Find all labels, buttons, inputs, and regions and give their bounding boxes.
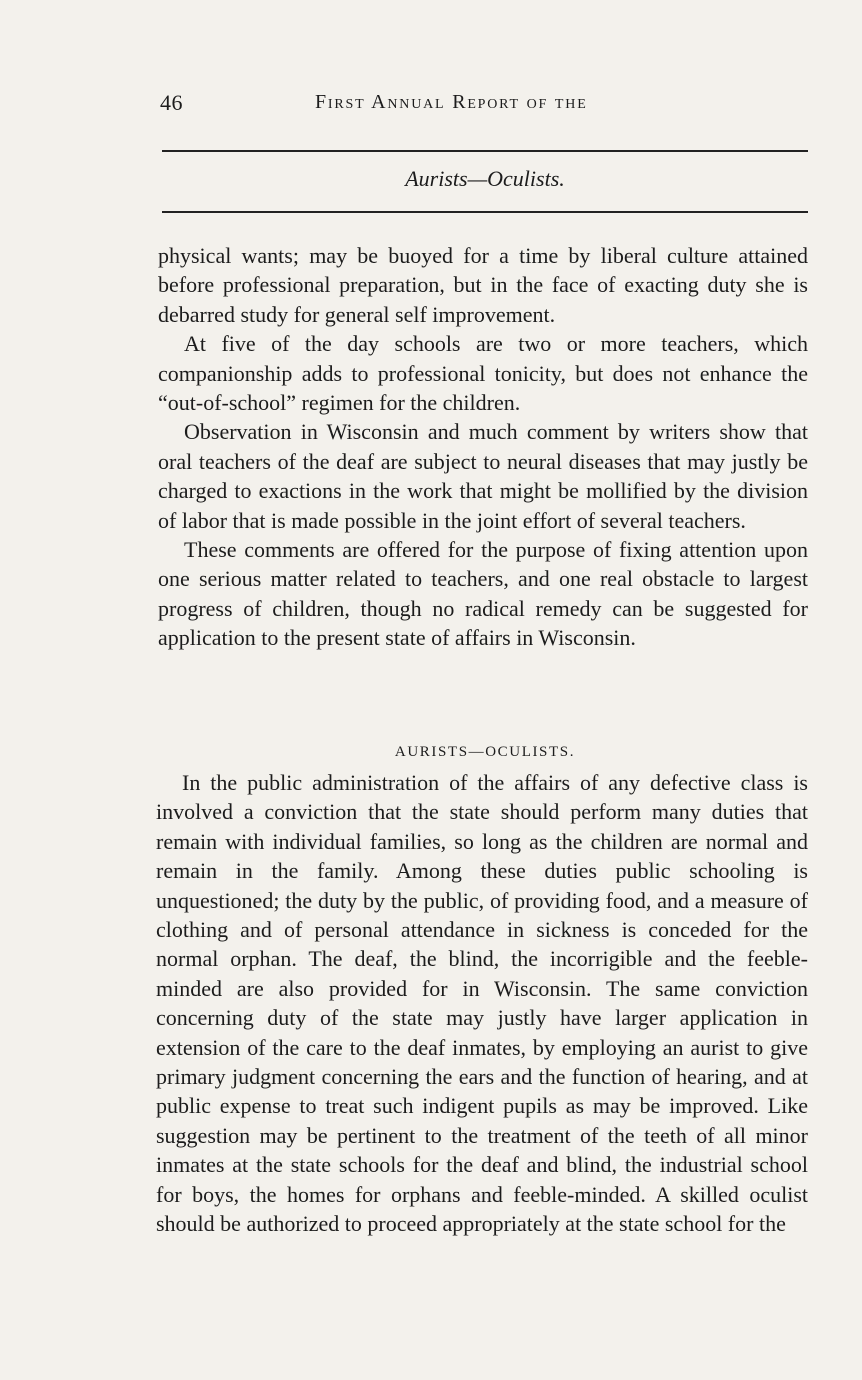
header-rule-top	[162, 150, 808, 152]
paragraph: Observation in Wisconsin and much comment by writers show that oral teachers of the deaf are subject to neural diseases that may justly be charged to exactions in the work that might be mollified by the division of labor that is made possible in the joint effort of several teachers.	[158, 419, 808, 533]
section-body-text	[156, 768, 808, 1239]
running-title: First Annual Report of the	[315, 91, 588, 113]
paragraph: These comments are offered for the purpose of fixing attention upon one serious matter related to teachers, and one real obstacle to largest progress of children, though no radical remedy can be suggested for application to the present state of affairs in Wisconsin.	[158, 537, 808, 651]
paragraph: physical wants; may be buoyed for a time by liberal culture attained before professional preparation, but in the face of exacting duty she is debarred study for general self improvement.	[158, 243, 808, 327]
running-head	[160, 90, 810, 122]
paragraph: In the public administration of the affairs of any defective class is involved a conviction that the state should perform many duties that remain with individual families, so long as the children are normal and remain in the family. Among these duties public schooling is unquestioned; the duty by the public, of providing food, and a measure of clothing and of personal attendance in sickness is conceded for the normal orphan. The deaf, the blind, the incorrigible and the feeble-minded are also provided for in Wisconsin. The same conviction concerning duty of the state may justly have larger application in extension of the care to the deaf inmates, by employing an aurist to give primary judgment concerning the ears and the function of hearing, and at public expense to treat such indigent pupils as may be improved. Like suggestion may be pertinent to the treatment of the teeth of all minor inmates at the state schools for the deaf and blind, the industrial school for boys, the homes for orphans and feeble-minded. A skilled oculist should be authorized to proceed appropriately at the state school for the	[156, 770, 808, 1237]
section-subheading: AURISTS—OCULISTS.	[394, 744, 576, 760]
header-rule-bottom	[162, 211, 808, 213]
body-text	[158, 241, 808, 653]
paragraph: At five of the day schools are two or more teachers, which companionship adds to professional tonicity, but does not enhance the “out-of-school” regimen for the children.	[158, 331, 808, 416]
page-number: 46	[160, 90, 183, 115]
section-header: Aurists—Oculists.	[405, 166, 565, 191]
